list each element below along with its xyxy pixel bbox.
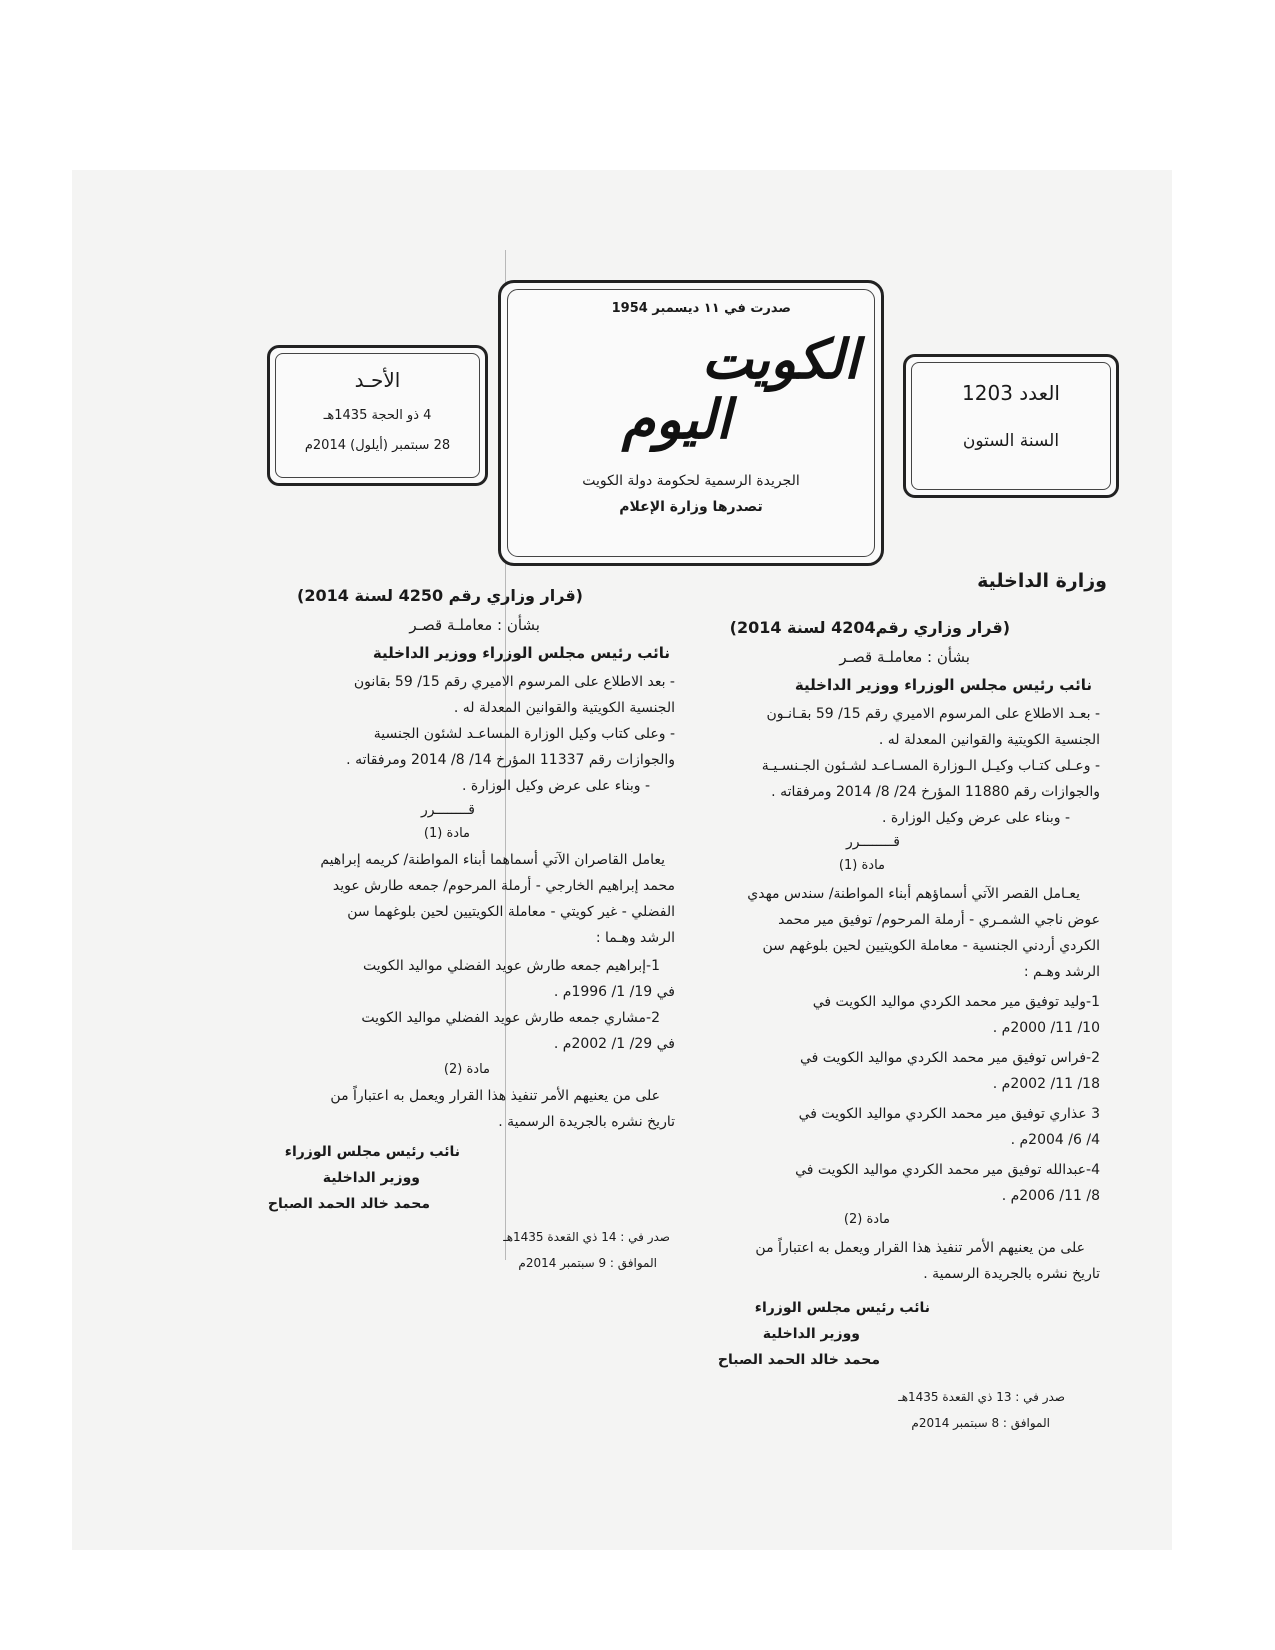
- article-2-heading: مادة (2): [843, 1212, 890, 1227]
- preamble-line: - وعـلى كتـاب وكيـل الـوزارة المسـاعـد لشـئون الجـنسـيـة: [761, 758, 1100, 774]
- child-birthdate: 8/ 11/ 2006م .: [1001, 1188, 1100, 1204]
- preamble-line: - وبناء على عرض وكيل الوزارة .: [462, 778, 650, 794]
- issued-gregorian: الموافق : 9 سبتمبر 2014م: [518, 1256, 657, 1270]
- article-text-line: الرشد وهـم :: [1023, 964, 1100, 980]
- issue-box: [903, 354, 1119, 498]
- child-birthdate: 18/ 11/ 2002م .: [992, 1076, 1100, 1092]
- signatory-name: محمد خالد الحمد الصباح: [267, 1196, 430, 1212]
- article-text-line: يعـامل القصر الآتي أسماؤهم أبناء المواطنة/ سندس مهدي: [747, 886, 1080, 902]
- signatory-title: نائب رئيس مجلس الوزراء: [284, 1144, 460, 1160]
- child-entry: 2-فراس توفيق مير محمد الكردي مواليد الكويت في: [799, 1050, 1100, 1066]
- decree-issuer: نائب رئيس مجلس الوزراء ووزير الداخلية: [794, 676, 1092, 694]
- child-birthdate: في 29/ 1/ 2002م .: [553, 1036, 675, 1052]
- signatory-title: ووزير الداخلية: [762, 1326, 860, 1342]
- article-text-line: تاريخ نشره بالجريدة الرسمية .: [498, 1114, 675, 1130]
- article-2-heading: مادة (2): [443, 1062, 490, 1077]
- article-text-line: يعامل القاصران الآتي أسماهما أبناء المواطنة/ كريمه إبراهيم: [320, 852, 665, 868]
- decree-title: (قرار وزاري رقم4204 لسنة 2014): [729, 618, 1010, 637]
- child-entry: 2-مشاري جمعه طارش عويد الفضلي مواليد الكويت: [361, 1010, 660, 1026]
- issued-gregorian: الموافق : 8 سبتمبر 2014م: [911, 1416, 1050, 1430]
- child-entry: 4-عبدالله توفيق مير محمد الكردي مواليد الكويت في: [795, 1162, 1100, 1178]
- ministry-heading: وزارة الداخلية: [977, 570, 1107, 592]
- date-box: [267, 345, 488, 486]
- preamble-line: والجوازات رقم 11337 المؤرخ 14/ 8/ 2014 ومرفقاته .: [346, 752, 675, 768]
- decree-title: (قرار وزاري رقم 4250 لسنة 2014): [297, 586, 583, 605]
- preamble-line: - وعلى كتاب وكيل الوزارة المساعـد لشئون الجنسية: [373, 726, 675, 742]
- article-1-heading: مادة (1): [423, 826, 470, 841]
- article-text-line: على من يعنيهم الأمر تنفيذ هذا القرار ويعمل به اعتباراً من: [755, 1240, 1085, 1256]
- masthead-title-today: اليوم: [621, 387, 731, 451]
- signatory-title: نائب رئيس مجلس الوزراء: [754, 1300, 930, 1316]
- date-gregorian: 28 سبتمبر (أيلول) 2014م: [304, 438, 451, 453]
- article-text-line: على من يعنيهم الأمر تنفيذ هذا القرار ويعمل به اعتباراً من: [330, 1088, 660, 1104]
- masthead-publisher: تصدرها وزارة الإعلام: [619, 499, 763, 515]
- article-text-line: عوض ناجي الشمـري - أرملة المرحوم/ توفيق مير محمد: [778, 912, 1100, 928]
- child-birthdate: 10/ 11/ 2000م .: [992, 1020, 1100, 1036]
- preamble-line: - بعـد الاطلاع على المرسوم الاميري رقم 15/ 59 بقـانـون: [766, 706, 1100, 722]
- issue-year: السنة الستون: [962, 431, 1060, 451]
- issued-hijri: صدر في : 13 ذي القعدة 1435هـ: [898, 1390, 1065, 1404]
- child-entry: 1-وليد توفيق مير محمد الكردي مواليد الكويت في: [812, 994, 1100, 1010]
- decree-issuer: نائب رئيس مجلس الوزراء ووزير الداخلية: [372, 644, 670, 662]
- masthead-title-kuwait: الكويت: [701, 327, 859, 391]
- decides-heading: قــــــــرر: [846, 834, 900, 850]
- preamble-line: - بعد الاطلاع على المرسوم الاميري رقم 15/ 59 بقانون: [353, 674, 675, 690]
- child-entry: 3 عذاري توفيق مير محمد الكردي مواليد الكويت في: [798, 1106, 1100, 1122]
- preamble-line: - وبناء على عرض وكيل الوزارة .: [882, 810, 1070, 826]
- article-text-line: محمد إبراهيم الخارجي - أرملة المرحوم/ جمعه طارش عويد: [332, 878, 675, 894]
- signatory-name: محمد خالد الحمد الصباح: [717, 1352, 880, 1368]
- decree-subject: بشأن : معاملـة قصـر: [839, 648, 970, 666]
- article-text-line: الرشد وهـما :: [595, 930, 675, 946]
- preamble-line: والجوازات رقم 11880 المؤرخ 24/ 8/ 2014 ومرفقاته .: [771, 784, 1100, 800]
- article-text-line: الفضلي - غير كويتي - معاملة الكويتيين لحين بلوغهما سن: [347, 904, 675, 920]
- article-1-heading: مادة (1): [838, 858, 885, 873]
- date-day: الأحـد: [354, 368, 401, 392]
- issued-hijri: صدر في : 14 ذي القعدة 1435هـ: [503, 1230, 670, 1244]
- decree-subject: بشأن : معاملـة قصـر: [409, 616, 540, 634]
- issue-number: العدد 1203: [962, 381, 1060, 405]
- signatory-title: ووزير الداخلية: [322, 1170, 420, 1186]
- child-birthdate: في 19/ 1/ 1996م .: [553, 984, 675, 1000]
- article-text-line: تاريخ نشره بالجريدة الرسمية .: [923, 1266, 1100, 1282]
- date-hijri: 4 ذو الحجة 1435هـ: [323, 408, 432, 423]
- masthead-subtitle: الجريدة الرسمية لحكومة دولة الكويت: [582, 473, 800, 489]
- child-birthdate: 4/ 6/ 2004م .: [1010, 1132, 1100, 1148]
- article-text-line: الكردي أردني الجنسية - معاملة الكويتيين لحين بلوغهم سن: [762, 938, 1100, 954]
- masthead: [498, 280, 884, 566]
- preamble-line: الجنسية الكويتية والقوانين المعدلة له .: [453, 700, 675, 716]
- decides-heading: قــــــــرر: [421, 802, 475, 818]
- masthead-founded: صدرت في ١١ ديسمبر 1954: [611, 301, 791, 316]
- child-entry: 1-إبراهيم جمعه طارش عويد الفضلي مواليد الكويت: [362, 958, 660, 974]
- preamble-line: الجنسية الكويتية والقوانين المعدلة له .: [878, 732, 1100, 748]
